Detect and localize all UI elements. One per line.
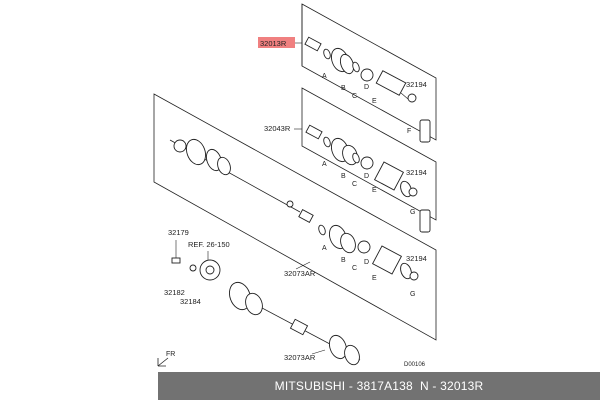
letter-B-2: B [341,173,346,180]
letter-E-2: E [372,187,377,194]
footer-sep-1: - [345,379,357,393]
footer-article: 3817A138 [356,379,413,393]
letter-A-2: A [322,161,327,168]
figure-code: D00106 [404,362,426,368]
letter-D-2: D [364,173,370,180]
part-number-32182[interactable]: 32182 [164,288,185,297]
part-number-32073AR-b[interactable]: 32073AR [284,353,316,362]
letter-D-1: D [364,84,370,91]
letter-A-1: A [322,73,327,80]
part-number-32043R[interactable]: 32043R [264,124,291,133]
part-number-32194-a[interactable]: 32194 [406,80,427,89]
footer-sep-2: N - [412,379,441,393]
part-number-32179[interactable]: 32179 [168,228,189,237]
footer-caption [158,372,600,400]
part-number-32194-b[interactable]: 32194 [406,168,427,177]
footer-number: 32013R [440,379,484,393]
letter-A-3: A [322,245,327,252]
kit-box-32043R [302,88,436,220]
part-number-32013R[interactable]: 32013R [260,39,287,48]
part-number-32073AR-a[interactable]: 32073AR [284,269,316,278]
letter-G-3: G [410,291,416,298]
letter-E-1: E [372,98,377,105]
direction-label: FR [166,351,176,358]
letter-G-2: G [410,209,416,216]
letter-E-3: E [372,275,377,282]
letter-C-1: C [352,93,358,100]
driveshaft-upper [170,137,418,281]
ref-26-150[interactable]: REF. 26-150 [188,240,230,249]
part-number-32194-c[interactable]: 32194 [406,254,427,263]
hub-parts [172,258,220,280]
letter-D-3: D [364,259,370,266]
letter-C-2: C [352,181,358,188]
letter-B-3: B [341,257,346,264]
part-number-32184[interactable]: 32184 [180,297,201,306]
letter-F-2: F [407,128,412,135]
letter-C-3: C [352,265,358,272]
box1-parts [305,37,416,102]
front-direction-icon [158,358,168,366]
letter-B-1: B [341,85,346,92]
footer-brand: MITSUBISHI [274,379,346,393]
